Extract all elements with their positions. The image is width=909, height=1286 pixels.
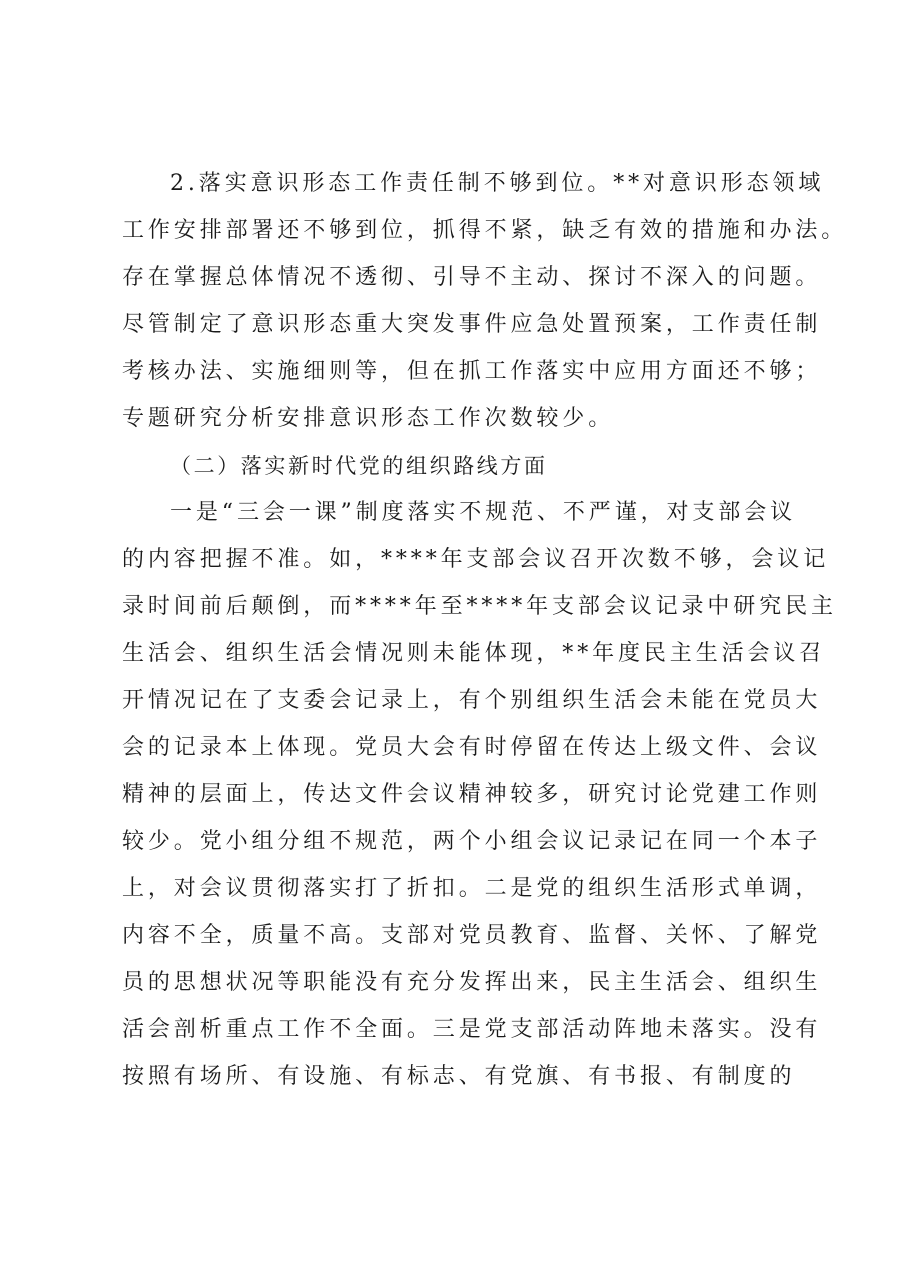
- section-heading: （二）落实新时代党的组织路线方面: [170, 454, 548, 478]
- paragraph-line: 工作安排部署还不够到位，抓得不紧，缺乏有效的措施和办法。: [122, 218, 848, 243]
- paragraph-line: 按照有场所、有设施、有标志、有党旗、有书报、有制度的: [122, 1064, 796, 1089]
- paragraph-line: 精神的层面上，传达文件会议精神较多，研究讨论党建工作则: [122, 782, 822, 807]
- paragraph-line: 活会剖析重点工作不全面。三是党支部活动阵地未落实。没有: [122, 1017, 822, 1042]
- paragraph-line: 尽管制定了意识形态重大突发事件应急处置预案，工作责任制: [122, 312, 822, 337]
- paragraph-line: 专题研究分析安排意识形态工作次数较少。: [122, 406, 615, 431]
- paragraph-line: 存在掌握总体情况不透彻、引导不主动、探讨不深入的问题。: [122, 265, 822, 290]
- paragraph-line: 考核办法、实施细则等，但在抓工作落实中应用方面还不够；: [122, 359, 822, 384]
- paragraph-line: 较少。党小组分组不规范，两个小组会议记录记在同一个本子: [122, 829, 822, 854]
- paragraph-line: 一是“三会一课”制度落实不规范、不严谨，对支部会议: [170, 500, 796, 525]
- paragraph-line: 员的思想状况等职能没有充分发挥出来，民主生活会、组织生: [122, 970, 822, 995]
- paragraph-line: 的内容把握不准。如，****年支部会议召开次数不够，会议记: [122, 547, 830, 572]
- paragraph-line: 2.落实意识形态工作责任制不够到位。**对意识形态领域: [170, 171, 825, 196]
- paragraph-line: 生活会、组织生活会情况则未能体现，**年度民主生活会议召: [122, 641, 826, 666]
- paragraph-line: 录时间前后颠倒，而****年至****年支部会议记录中研究民主: [122, 594, 837, 619]
- paragraph-line: 会的记录本上体现。党员大会有时停留在传达上级文件、会议: [122, 735, 822, 760]
- paragraph-line: 上，对会议贯彻落实打了折扣。二是党的组织生活形式单调，: [122, 876, 822, 901]
- paragraph-line: 内容不全，质量不高。支部对党员教育、监督、关怀、了解党: [122, 923, 822, 948]
- paragraph-line: 开情况记在了支委会记录上，有个别组织生活会未能在党员大: [122, 688, 822, 713]
